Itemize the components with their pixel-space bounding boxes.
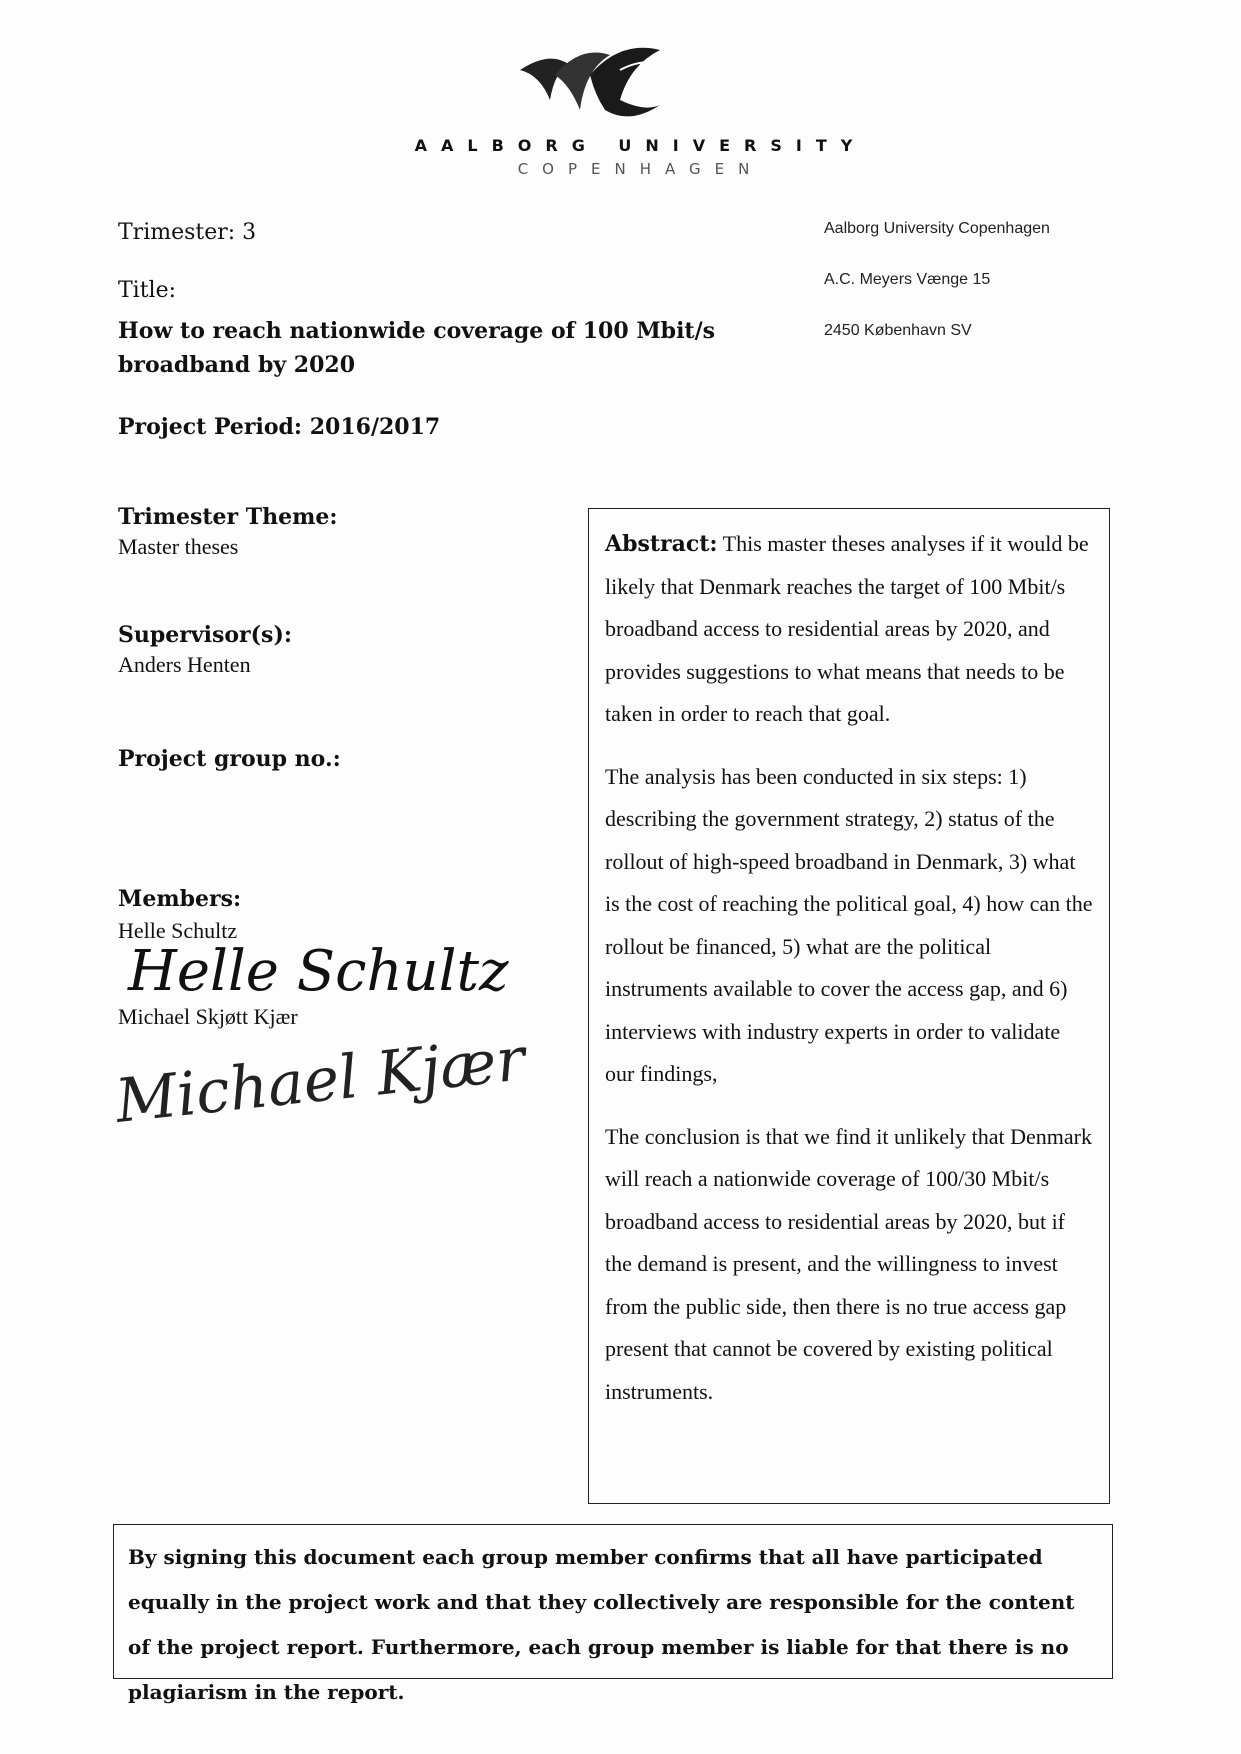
address-line-2: A.C. Meyers Vænge 15 <box>824 271 991 288</box>
project-period: Project Period: 2016/2017 <box>118 414 441 440</box>
theme-value: Master theses <box>118 534 239 559</box>
abstract-paragraph-2: The analysis has been conducted in six steps: 1) describing the government strategy, 2) status of the rollout of high-speed broadband in Denmark, 3) what is the cost of reaching the political goal, 4) how can the rollout be financed, 5) what are the political instruments available to cover the access gap, and 6) interviews with industry experts in order to validate our findings, <box>605 763 1093 1086</box>
confirmation-text: By signing this document each group member confirms that all have participated equally in the project work and that they collectively are responsible for the content of the project report. Furthermore, each group member is liable for that there is no plagiarism in the report. <box>128 1545 1075 1704</box>
title-line-2: broadband by 2020 <box>118 352 356 378</box>
abstract-label: Abstract: <box>605 531 718 557</box>
supervisor-label: Supervisor(s): <box>118 622 292 648</box>
theme-label: Trimester Theme: <box>118 504 338 530</box>
university-name: AALBORG UNIVERSITY <box>414 136 867 155</box>
supervisor-value: Anders Henten <box>118 652 251 677</box>
abstract-paragraph-3: The conclusion is that we find it unlikely that Denmark will reach a nationwide coverage of 100/30 Mbit/s broadband access to residential areas by 2020, but if the demand is present, and the willingness to invest from the public side, then there is no true access gap present that cannot be covered by existing political instruments. <box>605 1123 1092 1404</box>
project-group-label: Project group no.: <box>118 746 341 772</box>
signature-michael-kjaer <box>112 1024 529 1160</box>
university-city: COPENHAGEN <box>517 160 764 178</box>
abstract-paragraph-1 <box>605 523 1093 736</box>
address-line-3: 2450 København SV <box>824 322 972 339</box>
member-1: Helle Schultz <box>118 918 238 943</box>
abstract-box <box>588 508 1110 1504</box>
aalborg-wave-logo-icon <box>510 40 670 120</box>
member-2: Michael Skjøtt Kjær <box>118 1004 298 1029</box>
trimester: Trimester: 3 <box>118 220 257 245</box>
signature-2-text: Michael Kjær <box>112 1024 529 1137</box>
members-label: Members: <box>118 886 242 912</box>
title-label: Title: <box>118 278 177 303</box>
title-line-1: How to reach nationwide coverage of 100 Mbit/s <box>118 318 716 344</box>
signature-1-text: Helle Schultz <box>128 939 509 1004</box>
signature-helle-schultz <box>118 930 509 1010</box>
abstract-text-1: This master theses analyses if it would be likely that Denmark reaches the target of 100 Mbit/s broadband access to residential areas by 2020, and provides suggestions to what means that needs to be taken in order to reach that goal. <box>605 531 1089 726</box>
confirmation-box <box>113 1524 1113 1704</box>
address-line-1: Aalborg University Copenhagen <box>824 220 1050 237</box>
